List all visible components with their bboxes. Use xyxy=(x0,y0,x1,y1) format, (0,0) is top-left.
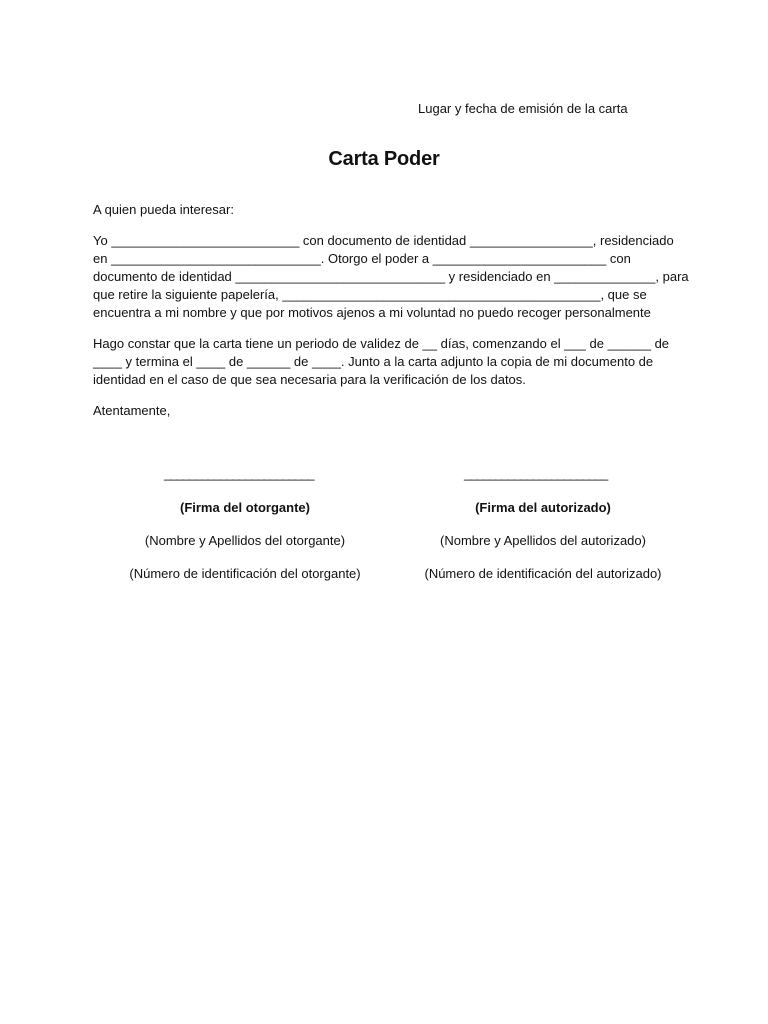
authorized-signature-line: _______________________ xyxy=(464,466,608,481)
authorized-name-label: (Nombre y Apellidos del autorizado) xyxy=(440,533,646,548)
grantor-id-label: (Número de identificación del otorgante) xyxy=(129,566,361,581)
paragraph-line: encuentra a mi nombre y que por motivos ajenos a mi voluntad no puedo recoger personalmente xyxy=(93,305,651,320)
paragraph-line: documento de identidad _____________________________ y residenciado en ______________, para xyxy=(93,269,689,284)
authorized-signature-label: (Firma del autorizado) xyxy=(475,500,611,515)
paragraph-line: Yo __________________________ con documento de identidad _________________, residenciado xyxy=(93,233,674,248)
grantor-signature-line: ________________________ xyxy=(164,466,314,481)
page-title: Carta Poder xyxy=(328,148,440,170)
closing: Atentamente, xyxy=(93,403,171,418)
greeting: A quien pueda interesar: xyxy=(93,202,234,217)
paragraph-validity xyxy=(93,335,669,389)
paragraph-line: identidad en el caso de que sea necesaria para la verificación de los datos. xyxy=(93,372,526,387)
grantor-name-label: (Nombre y Apellidos del otorgante) xyxy=(144,533,346,548)
grantor-signature-label: (Firma del otorgante) xyxy=(179,500,310,515)
paragraph-line: ____ y termina el ____ de ______ de ____. Junto a la carta adjunto la copia de mi documento de xyxy=(93,354,654,369)
paragraph-line: en _____________________________. Otorgo el poder a ________________________ con xyxy=(93,251,631,266)
paragraph-authorization xyxy=(93,232,689,322)
paragraph-line: que retire la siguiente papelería, ____________________________________________, que se xyxy=(93,287,647,302)
place-date-line: Lugar y fecha de emisión de la carta xyxy=(418,101,628,116)
authorized-id-label: (Número de identificación del autorizado) xyxy=(424,566,662,581)
paragraph-line: Hago constar que la carta tiene un periodo de validez de __ días, comenzando el ___ de ______ de xyxy=(93,336,670,351)
